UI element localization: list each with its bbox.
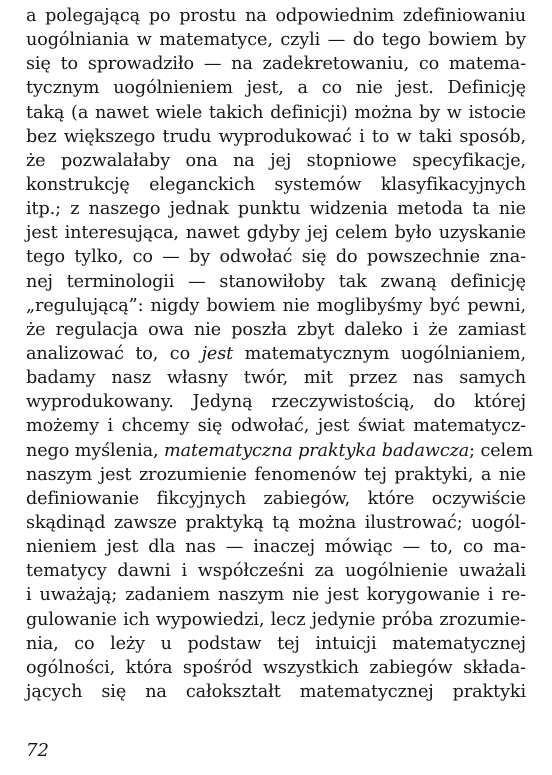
text-run: się to sprowadziło — na zadekretowaniu, co matema- — [26, 54, 526, 75]
text-line — [26, 101, 526, 125]
text-line — [26, 439, 533, 463]
text-run: bez większego trudu wyprodukować i to w taki sposób, — [26, 126, 526, 147]
text-run: wyprodukowany. Jedyną rzeczywistością, do której — [26, 392, 526, 413]
text-line — [26, 125, 526, 149]
text-run: ; celem — [469, 440, 533, 461]
text-line — [26, 76, 526, 100]
text-line — [26, 52, 526, 76]
text-run: nieniem jest dla nas — inaczej mówiąc — to, co ma- — [26, 537, 526, 558]
text-line — [26, 366, 526, 390]
text-run: że pozwalałaby ona na jej stopniowe specyfikacje, — [26, 150, 526, 171]
text-run: naszym jest zrozumienie fenomenów tej praktyki, a nie — [26, 464, 526, 485]
text-line — [26, 390, 526, 414]
text-line — [26, 632, 526, 656]
text-run: taką (a nawet wiele takich definicji) można by w istocie — [26, 102, 526, 123]
text-line — [26, 463, 526, 487]
text-run: że regulacja owa nie poszła zbyt daleko i że zamiast — [26, 319, 526, 340]
text-run: itp.; z naszego jednak punktu widzenia metoda ta nie — [26, 199, 526, 220]
text-run: analizować to, co — [26, 343, 202, 364]
text-run: ogólności, która spośród wszystkich zabiegów składa- — [26, 657, 526, 678]
text-run: tego tylko, co — by odwołać się do powszechnie zna- — [26, 247, 526, 268]
emphasized-text: matematyczna praktyka badawcza — [164, 440, 470, 461]
text-line — [26, 583, 526, 607]
text-run: a polegającą po prostu na odpowiednim zdefiniowaniu — [26, 6, 526, 26]
text-line — [26, 28, 526, 52]
text-line — [26, 149, 526, 173]
text-line — [26, 294, 526, 318]
text-run: tematycy dawni i współcześni za uogólnienie uważali — [26, 561, 526, 582]
text-run: możemy i chcemy się odwołać, jest świat matematycz- — [26, 416, 526, 437]
text-line — [26, 414, 526, 438]
text-run: definiowanie fikcyjnych zabiegów, które oczywiście — [26, 488, 526, 509]
text-run: jących się na całokształt matematycznej praktyki — [26, 681, 526, 702]
text-run: nej terminologii — stanowiłoby tak zwaną definicję — [26, 271, 526, 292]
text-run: jest interesująca, nawet gdyby jej celem było uzyskanie — [26, 223, 526, 244]
text-line — [26, 511, 526, 535]
text-run: gulowanie ich wypowiedzi, lecz jedynie próba zrozumie- — [26, 609, 526, 630]
text-run: konstrukcję eleganckich systemów klasyfikacyjnych — [26, 174, 526, 195]
emphasized-text: jest — [201, 343, 234, 364]
text-run: tycznym uogólnieniem jest, a co nie jest. Definicję — [26, 78, 526, 99]
text-line — [26, 4, 526, 28]
text-run: matematycznym uogólnianiem, — [233, 343, 526, 364]
text-line — [26, 656, 526, 680]
text-line — [26, 197, 526, 221]
text-run: „regulującą”: nigdy bowiem nie moglibyśmy być pewni, — [26, 295, 526, 316]
text-line — [26, 559, 526, 583]
text-line — [26, 342, 526, 366]
text-run: nia, co leży u podstaw tej intuicji matematycznej — [26, 633, 526, 654]
text-line — [26, 270, 526, 294]
text-run: skądinąd zawsze praktyką tą można ilustrować; uogól- — [26, 512, 526, 533]
text-line — [26, 221, 526, 245]
text-run: nego myślenia, — [26, 440, 165, 461]
text-run: badamy nasz własny twór, mit przez nas samych — [26, 368, 526, 389]
text-line — [26, 318, 526, 342]
text-run: uogólniania w matematyce, czyli — do tego bowiem by — [26, 30, 526, 51]
text-line — [26, 487, 526, 511]
text-line — [26, 535, 526, 559]
page-number: 72 — [26, 740, 49, 761]
text-run: i uważają; zadaniem naszym nie jest korygowanie i re- — [26, 585, 526, 606]
text-line — [26, 608, 526, 632]
text-line — [26, 680, 526, 704]
text-line — [26, 173, 526, 197]
text-line — [26, 245, 526, 269]
body-text — [26, 4, 533, 704]
